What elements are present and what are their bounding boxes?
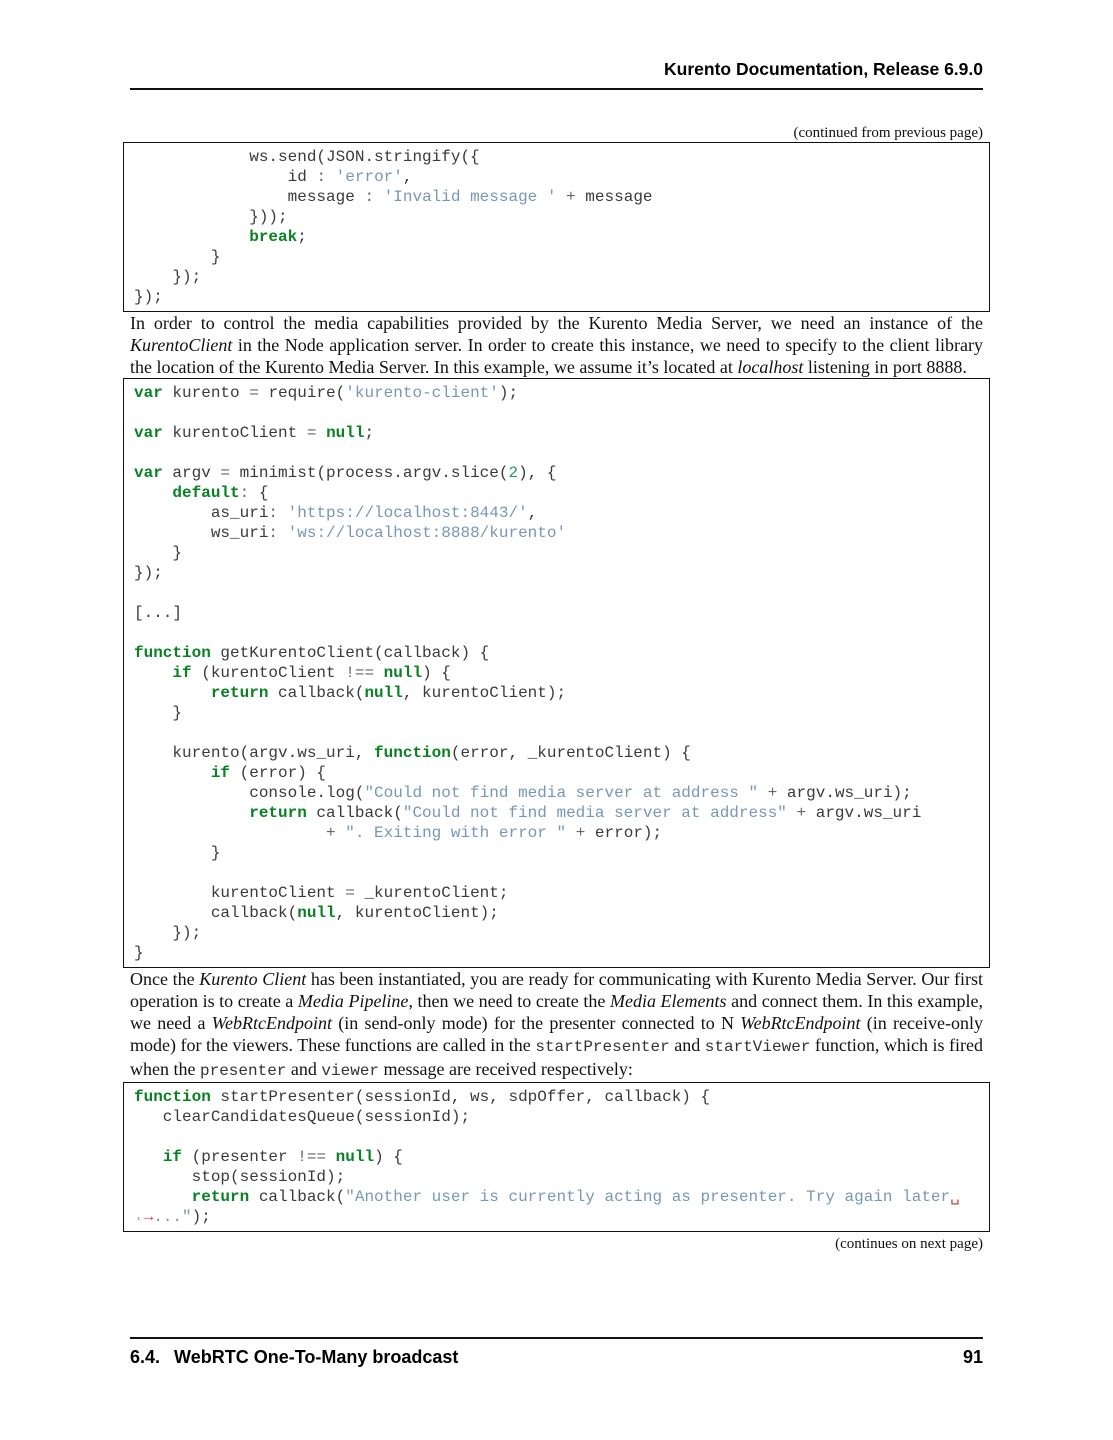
code-line: return callback("Could not find media server at address" + argv.ws_uri bbox=[249, 804, 922, 822]
code-block-get-kurento-client bbox=[123, 378, 990, 968]
code-line: ws.send(JSON.stringify({ bbox=[134, 148, 480, 166]
footer-section-title: WebRTC One-To-Many broadcast bbox=[174, 1347, 459, 1367]
code-line bbox=[134, 863, 989, 883]
code-line: } bbox=[134, 248, 221, 266]
code-line: function getKurentoClient(callback) { bbox=[134, 644, 490, 662]
code-line bbox=[134, 623, 989, 643]
paragraph-kurento-client-intro: In order to control the media capabilities provided by the Kurento Media Server, we need an instance of the KurentoClient in the Node application server. In order to create this instance, we need to specify to the client library the location of the Kurento Media Server. In this example, we assume it’s located at localhost listening in port 8888. bbox=[130, 313, 983, 377]
code-line bbox=[134, 443, 989, 463]
code-line: } bbox=[134, 544, 183, 562]
code-line: default: { bbox=[172, 484, 269, 502]
code-line: var kurentoClient = null; bbox=[134, 424, 375, 442]
code-line: }); bbox=[134, 564, 163, 582]
code-line: return callback("Another user is currently acting as presenter. Try again later␣ bbox=[191, 1188, 960, 1206]
code-line: }); bbox=[134, 924, 202, 942]
code-line: return callback(null, kurentoClient); bbox=[210, 684, 567, 702]
code-line: console.log("Could not find media server at address " + argv.ws_uri); bbox=[134, 784, 912, 802]
code-line: } bbox=[134, 944, 144, 962]
code-line bbox=[134, 583, 989, 603]
code-line: ˓→..."); bbox=[134, 1208, 211, 1226]
code-line: if (kurentoClient !== null) { bbox=[172, 664, 451, 682]
code-line: ws_uri: 'ws://localhost:8888/kurento' bbox=[134, 524, 567, 542]
footer-page-number: 91 bbox=[962, 1347, 983, 1367]
code-line: var kurento = require('kurento-client'); bbox=[134, 384, 519, 402]
code-line bbox=[134, 1127, 989, 1147]
code-line: } bbox=[134, 704, 183, 722]
code-line: if (presenter !== null) { bbox=[162, 1148, 403, 1166]
code-line: var argv = minimist(process.argv.slice(2), { bbox=[134, 464, 557, 482]
code-line: [...] bbox=[134, 604, 183, 622]
code-line: break; bbox=[249, 228, 307, 246]
code-line: kurento(argv.ws_uri, function(error, _kurentoClient) { bbox=[134, 744, 691, 762]
code-line: } bbox=[134, 844, 221, 862]
code-line: + ". Exiting with error " + error); bbox=[326, 824, 663, 842]
code-block-start-presenter bbox=[123, 1082, 990, 1232]
code-line: }); bbox=[134, 268, 202, 286]
page-header-title: Kurento Documentation, Release 6.9.0 bbox=[664, 59, 983, 79]
continues-on-next-page-note: (continues on next page) bbox=[835, 1236, 983, 1252]
page-footer bbox=[130, 1337, 983, 1368]
code-line: if (error) { bbox=[210, 764, 327, 782]
code-line bbox=[134, 723, 989, 743]
code-block-ws-send bbox=[123, 142, 990, 312]
continued-from-previous-page-note: (continued from previous page) bbox=[793, 125, 983, 141]
code-line: id : 'error', bbox=[134, 168, 413, 186]
code-line: stop(sessionId); bbox=[134, 1168, 346, 1186]
code-line: }); bbox=[134, 288, 163, 306]
footer-section bbox=[130, 1347, 458, 1368]
code-line: as_uri: 'https://localhost:8443/', bbox=[134, 504, 538, 522]
code-line: kurentoClient = _kurentoClient; bbox=[134, 884, 509, 902]
code-line: function startPresenter(sessionId, ws, sdpOffer, callback) { bbox=[134, 1088, 711, 1106]
paragraph-media-pipeline: Once the Kurento Client has been instantiated, you are ready for communicating with Kurento Media Server. Our first operation is to create a Media Pipeline, then we need to create the Media Elements and connect them. In this example, we need a WebRtcEndpoint (in send-only mode) for the presenter connected to N WebRtcEndpoint (in receive-only mode) for the viewers. These functions are called in the startPresenter and startViewer function, which is fired when the presenter and viewer message are received respectively: bbox=[130, 969, 983, 1080]
header-rule bbox=[130, 88, 983, 90]
code-line bbox=[134, 403, 989, 423]
code-line: callback(null, kurentoClient); bbox=[134, 904, 499, 922]
footer-section-number: 6.4. bbox=[130, 1347, 161, 1367]
code-line: clearCandidatesQueue(sessionId); bbox=[134, 1108, 471, 1126]
code-line: message : 'Invalid message ' + message bbox=[134, 188, 653, 206]
code-line: })); bbox=[134, 208, 288, 226]
